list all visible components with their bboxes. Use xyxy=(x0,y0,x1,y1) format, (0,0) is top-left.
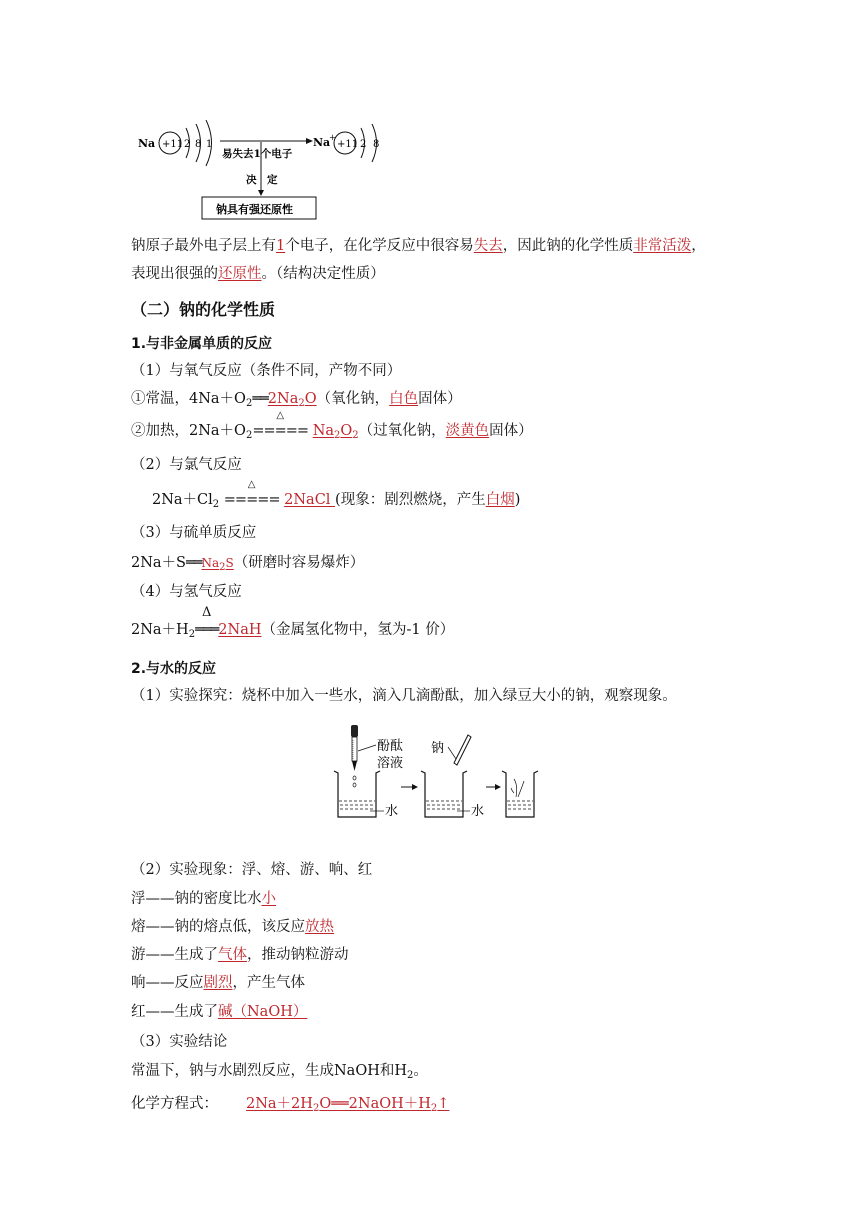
answer-na2o: $2Na_2O$ xyxy=(267,391,317,409)
heat-condition: △ ===== xyxy=(252,410,309,439)
beaker-3 xyxy=(502,771,538,817)
answer-nacl: 2NaCl xyxy=(284,492,336,508)
answer-na2s: $Na_2S$ xyxy=(201,556,234,573)
h2-title: （4）与氢气反应 xyxy=(131,584,242,600)
conclusion-title: （3）实验结论 xyxy=(131,1034,228,1050)
answer-exothermic: 放热 xyxy=(305,919,334,935)
na-atom-label: Na xyxy=(138,137,156,150)
phenomenon-swim: 游——生成了气体，推动钠粒游动 xyxy=(131,947,349,963)
o2-title: （1）与氧气反应（条件不同，产物不同） xyxy=(131,363,402,379)
dropper-tip xyxy=(352,761,357,771)
answer-na2o2: $Na_2O_2$ xyxy=(312,423,359,441)
dropper-bulb xyxy=(351,725,358,737)
o2-reaction-heated: ②加热，$2Na+O_2$ △ ===== $Na_2O_2$（过氧化钠，淡黄色固体） xyxy=(131,410,533,441)
h2-reaction: $2Na+H_2$ Δ ═══2NaH（金属氢化物中，氢为-1 价） xyxy=(131,605,455,640)
conclusion-text: 常温下，钠与水剧烈反应，生成NaOH和$H_2$。 xyxy=(131,1063,428,1081)
phenolphthalein-label-2: 溶液 xyxy=(377,756,404,771)
na-shell-count-1: 2 xyxy=(184,139,191,150)
section-title-chemical-properties: （二）钠的化学性质 xyxy=(131,300,276,319)
beaker-1 xyxy=(334,771,380,817)
conclusion-box-text: 钠具有强还原性 xyxy=(216,203,293,216)
answer-base: 碱（NaOH） xyxy=(218,1004,308,1020)
subsection-title-nonmetal: 1.与非金属单质的反应 xyxy=(131,336,273,352)
na-ion-shell-count-2: 8 xyxy=(373,139,380,150)
cl2-reaction: $2Na+Cl_2$ △ ===== 2NaCl (现象：剧烈燃烧，产生白烟) xyxy=(152,479,521,510)
s-title: （3）与硫单质反应 xyxy=(131,525,257,541)
phenolphthalein-label-1: 酚酞 xyxy=(377,739,404,754)
arrow-label: 易失去1个电子 xyxy=(222,148,293,160)
phenomenon-red: 红——生成了碱（NaOH） xyxy=(131,1004,308,1020)
drop-2 xyxy=(353,783,356,787)
answer-white: 白色 xyxy=(389,391,419,407)
na-shell-count-2: 8 xyxy=(195,139,202,150)
answer-water-equation: $2Na+2H_2O══2NaOH+H_2↑$ xyxy=(246,1096,450,1114)
answer-lose: 失去 xyxy=(473,238,503,254)
sodium-label: 钠 xyxy=(431,741,445,756)
experiment-title: （1）实验探究：烧杯中加入一些水，滴入几滴酚酞，加入绿豆大小的钠，观察现象。 xyxy=(131,688,677,704)
phenomena-title: （2）实验现象：浮、熔、游、响、红 xyxy=(131,862,373,878)
tweezers xyxy=(454,735,471,765)
water-label-2: 水 xyxy=(471,804,485,819)
na-nucleus-charge: +11 xyxy=(162,139,184,150)
drop-1 xyxy=(353,776,356,780)
phenomenon-float: 浮——钠的密度比水小 xyxy=(131,891,276,907)
answer-pale-yellow: 淡黄色 xyxy=(445,423,490,439)
decide-label: 决 定 xyxy=(246,174,278,186)
chemical-equation: 化学方程式： $2Na+2H_2O══2NaOH+H_2↑$ xyxy=(131,1094,473,1114)
beaker-2 xyxy=(421,771,467,817)
na-shell-count-3: 1 xyxy=(206,139,213,150)
s-reaction: $2Na+S══Na_2S$（研磨时容易爆炸） xyxy=(131,555,365,573)
answer-reducibility: 还原性 xyxy=(218,266,262,282)
o2-reaction-room-temp: ①常温，$4Na+O_2══2Na_2O$（氧化钠，白色固体） xyxy=(131,391,462,409)
decide-arrow-head xyxy=(258,190,264,196)
na-ion-shell-count-1: 2 xyxy=(360,139,367,150)
na-ion-label: Na xyxy=(313,136,331,149)
intro-line-1: 钠原子最外电子层上有1个电子，在化学反应中很容易失去，因此钠的化学性质非常活泼， xyxy=(131,238,706,254)
reaction-sodium xyxy=(511,779,524,797)
answer-very-active: 非常活泼 xyxy=(633,238,692,254)
cl2-title: （2）与氯气反应 xyxy=(131,457,242,473)
water-label-1: 水 xyxy=(385,804,399,819)
atom-structure-diagram xyxy=(130,120,420,225)
na-ion-nucleus-charge: +11 xyxy=(337,139,359,150)
intro-line-2: 表现出很强的还原性。（结构决定性质） xyxy=(131,266,385,282)
heat-condition: △ ===== xyxy=(223,479,280,508)
na-ion-charge: + xyxy=(329,133,336,142)
answer-electron-count: 1 xyxy=(276,238,286,254)
answer-violent: 剧烈 xyxy=(203,975,233,991)
phenomenon-sound: 响——反应剧烈，产生气体 xyxy=(131,975,305,991)
answer-smaller: 小 xyxy=(261,891,276,907)
answer-nah: 2NaH xyxy=(218,622,262,638)
subsection-title-water: 2.与水的反应 xyxy=(131,661,217,677)
phenomenon-melt: 熔——钠的熔点低，该反应放热 xyxy=(131,919,334,935)
reaction-arrow-head xyxy=(306,138,313,144)
answer-white-smoke: 白烟 xyxy=(485,492,515,508)
answer-gas: 气体 xyxy=(218,947,247,963)
heat-condition: Δ ═══ xyxy=(195,605,219,638)
experiment-figure xyxy=(330,725,540,825)
